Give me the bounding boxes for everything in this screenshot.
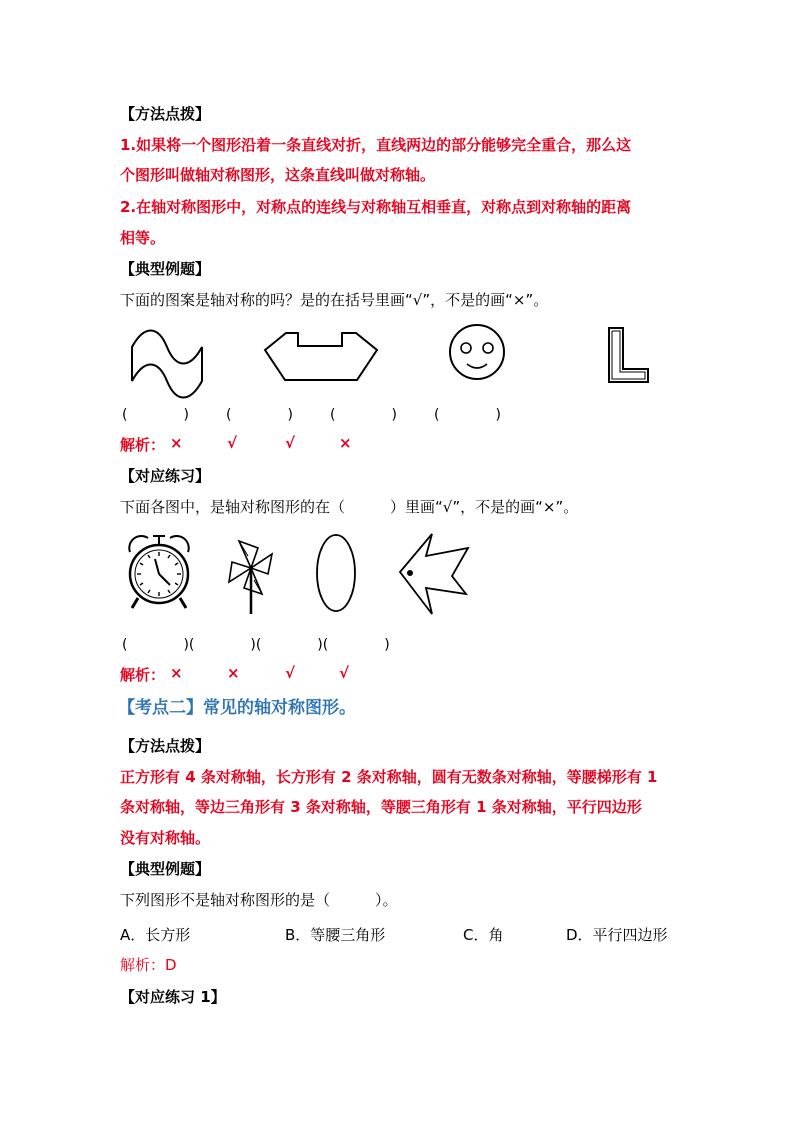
practice-question-1: 下面各图中，是轴对称图形的在（ ）里画“√”，不是的画“×”。 [120, 498, 579, 516]
section-title-2: 【考点二】常见的轴对称图形。 [118, 698, 356, 718]
option-d[interactable]: D．平行四边形 [566, 926, 668, 944]
example-answer-4: × [339, 434, 352, 452]
answer-parens-2[interactable]: ( ) [226, 407, 293, 423]
method-text-line-4: 相等。 [120, 229, 166, 247]
smiley-face-figure [447, 322, 507, 382]
method-heading-2: 【方法点拨】 [120, 737, 211, 755]
method-text-line-3: 2.在轴对称图形中，对称点的连线与对称轴互相垂直，对称点到对称轴的距离 [120, 198, 632, 216]
method-text-line-1: 1.如果将一个图形沿着一条直线对折，直线两边的部分能够完全重合，那么这 [120, 136, 632, 154]
section2-method-line-2: 条对称轴，等边三角形有 3 条对称轴，等腰三角形有 1 条对称轴，平行四边形 [120, 798, 642, 816]
example-answer-label: 解析： [120, 436, 166, 454]
example-question-1: 下面的图案是轴对称的吗？是的在括号里画“√”，不是的画“×”。 [120, 291, 549, 309]
answer-parens-3[interactable]: ( ) [330, 407, 397, 423]
example-heading-2: 【典型例题】 [120, 860, 211, 878]
section2-method-line-1: 正方形有 4 条对称轴，长方形有 2 条对称轴，圆有无数条对称轴，等腰梯形有 1 [120, 768, 658, 786]
practice-heading-1: 【对应练习】 [120, 467, 211, 485]
option-a[interactable]: A．长方形 [120, 926, 191, 944]
pinwheel-figure [226, 538, 276, 616]
practice-answer-1: × [170, 664, 183, 682]
example-answer-1: × [170, 434, 183, 452]
example-heading-1: 【典型例题】 [120, 260, 211, 278]
fish-arrow-figure [396, 530, 472, 618]
ellipse-figure [313, 532, 359, 614]
example-answer-3: √ [285, 434, 296, 452]
section2-answer: 解析：D [120, 956, 177, 974]
option-b[interactable]: B．等腰三角形 [285, 926, 386, 944]
practice-answer-parens[interactable]: ( )( )( )( ) [122, 637, 390, 653]
practice-answer-4: √ [339, 664, 350, 682]
section2-method-line-3: 没有对称轴。 [120, 829, 211, 847]
example-question-2: 下列图形不是轴对称图形的是（ ）。 [120, 891, 398, 909]
practice-answer-label: 解析： [120, 666, 166, 684]
method-text-line-2: 个图形叫做轴对称图形，这条直线叫做对称轴。 [120, 166, 436, 184]
practice-answer-3: √ [285, 664, 296, 682]
boat-shape-figure [262, 330, 382, 385]
practice-heading-2: 【对应练习 1】 [120, 988, 226, 1006]
option-c[interactable]: C．角 [463, 926, 504, 944]
wave-shape-figure [128, 325, 206, 385]
method-heading-1: 【方法点拨】 [120, 105, 211, 123]
letter-l-figure [606, 325, 652, 385]
alarm-clock-figure [122, 532, 196, 612]
example-answer-2: √ [227, 434, 238, 452]
practice-answer-2: × [227, 664, 240, 682]
answer-parens-1[interactable]: ( ) [122, 407, 189, 423]
answer-parens-4[interactable]: ( ) [434, 407, 501, 423]
